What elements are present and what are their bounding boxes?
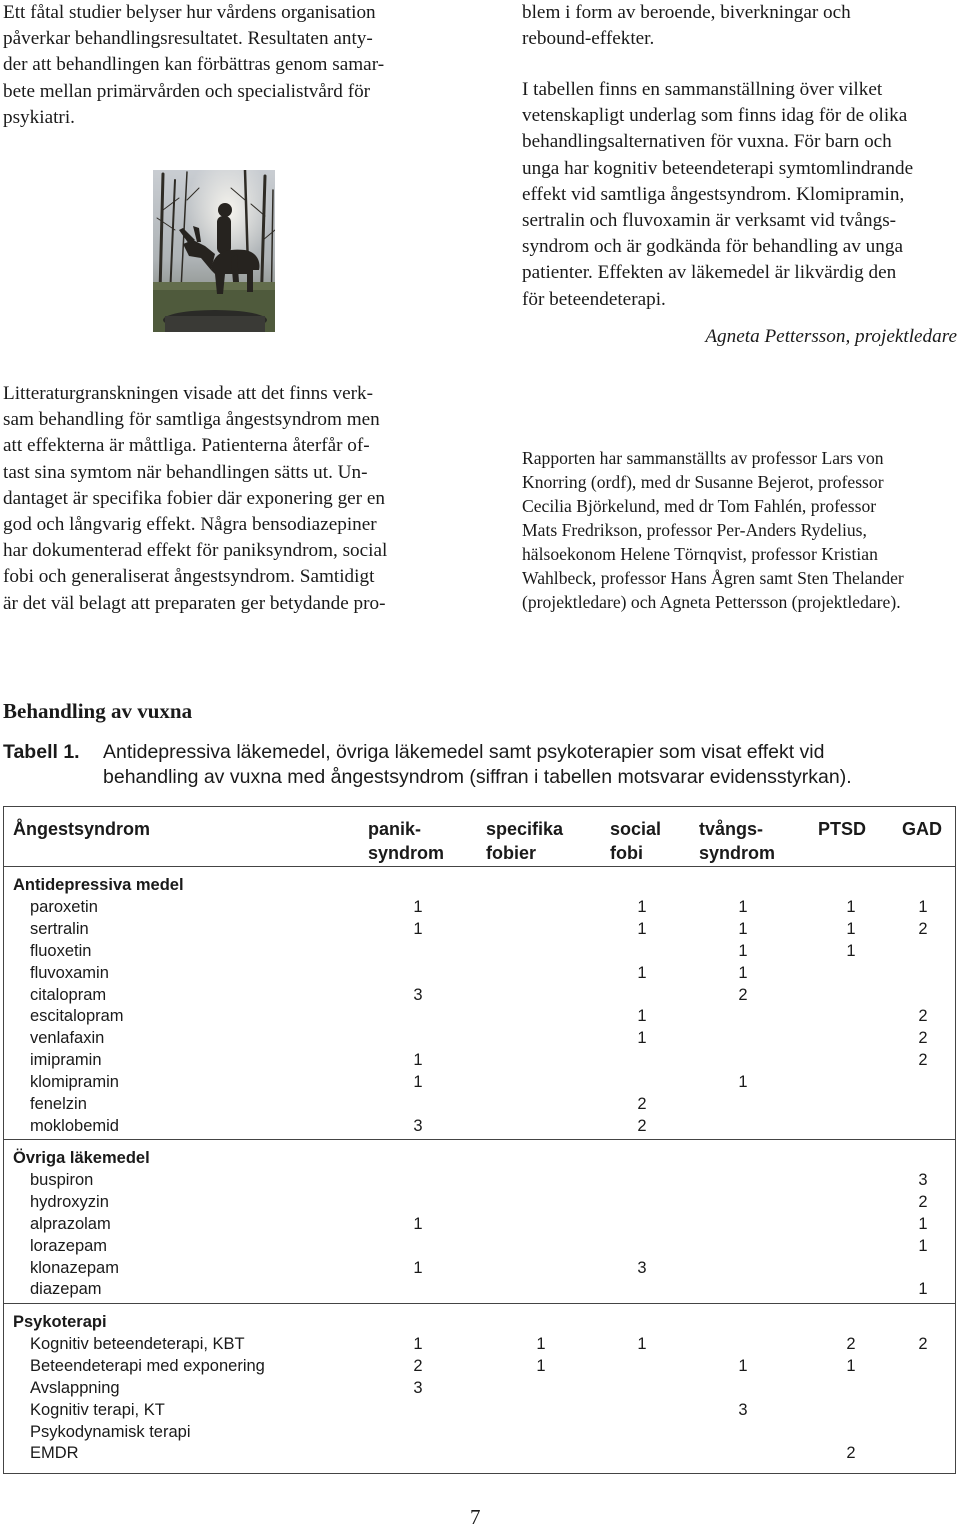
- evidence-cell: 2: [738, 985, 748, 1004]
- intro-paragraph: Ett fåtal studier belyser hur vårdens organisation påverkar behandlingsresultatet. Resultaten anty- der att behandlingen kan förbättras genom samar- bete mellan primärvården och specialistvård för psykiatri.: [3, 2, 385, 128]
- row-label: moklobemid: [30, 1116, 119, 1135]
- group-label: Psykoterapi: [13, 1313, 107, 1331]
- table-row: [4, 940, 955, 962]
- evidence-cell: 2: [846, 1444, 856, 1463]
- row-label: Kognitiv beteendeterapi, KBT: [30, 1334, 245, 1353]
- table-row: [4, 1377, 955, 1399]
- evidence-cell: 1: [413, 1073, 423, 1092]
- table-row: [4, 1421, 955, 1443]
- evidence-cell: 1: [738, 1073, 748, 1092]
- column-header-social-phobia: social fobi: [610, 819, 662, 863]
- evidence-cell: 2: [637, 1116, 647, 1135]
- evidence-cell: 1: [918, 1280, 928, 1299]
- evidence-cell: 1: [413, 1258, 423, 1277]
- row-label: fluoxetin: [30, 941, 92, 960]
- column-header-specific-phobias: specifika fobier: [486, 819, 564, 863]
- evidence-cell: 1: [637, 1029, 647, 1048]
- table-row: [4, 1213, 955, 1235]
- evidence-cell: 1: [637, 897, 647, 916]
- evidence-cell: 2: [918, 1007, 928, 1026]
- row-label: hydroxyzin: [30, 1192, 109, 1211]
- table-row: [4, 896, 955, 918]
- evidence-cell: 1: [413, 1214, 423, 1233]
- row-label: escitalopram: [30, 1007, 124, 1026]
- evidence-cell: 2: [637, 1095, 647, 1113]
- table-row: [4, 962, 955, 984]
- row-label: Psykodynamisk terapi: [30, 1422, 191, 1441]
- table-row: [4, 1093, 955, 1115]
- row-label: citalopram: [30, 985, 107, 1004]
- group-label: Övriga läkemedel: [13, 1149, 150, 1167]
- row-label: fenelzin: [30, 1095, 87, 1113]
- row-label: lorazepam: [30, 1236, 108, 1255]
- row-label: alprazolam: [30, 1214, 111, 1233]
- evidence-cell: 2: [918, 1334, 928, 1353]
- evidence-cell: 3: [738, 1400, 748, 1419]
- table-row: [4, 1169, 955, 1191]
- table-row: [4, 1278, 955, 1300]
- evidence-cell: 1: [738, 963, 748, 982]
- table-summary-paragraph: I tabellen finns en sammanställning över vilket vetenskapligt underlag som finns idag för de olika behandlingsalternativen för vuxna. För barn och unga har kognitiv beteendeterapi symtomlindrande effekt vid samtliga ångestsyndrom. Klomipramin, sertralin och fluvoxamin är verksamt vid tvångs- syndrom och är godkända för behandling av unga patienter. Effekten av läkemedel är likvärdig den för beteendeterapi.: [522, 79, 914, 310]
- evidence-cell: 1: [413, 897, 423, 916]
- table-caption-text: Antidepressiva läkemedel, övriga läkemedel samt psykoterapier som visat effekt vid behandling av vuxna med ångestsyndrom (siffran i tabellen motsvarar evidensstyrkan).: [103, 741, 852, 788]
- evidence-cell: 3: [918, 1170, 928, 1189]
- table-caption-label: Tabell 1.: [3, 741, 80, 763]
- row-label: fluvoxamin: [30, 963, 109, 982]
- evidence-cell: 1: [413, 1051, 423, 1070]
- evidence-cell: 1: [413, 1334, 423, 1353]
- row-label: klonazepam: [30, 1258, 119, 1277]
- evidence-cell: 1: [637, 963, 647, 982]
- section-heading: Behandling av vuxna: [3, 699, 193, 723]
- header-divider: [4, 866, 955, 867]
- evidence-cell: 1: [738, 897, 748, 916]
- row-label: buspiron: [30, 1170, 94, 1189]
- page-number: 7: [470, 1505, 481, 1529]
- sculpture-photo: [153, 170, 275, 332]
- evidence-cell: 2: [413, 1356, 423, 1375]
- evidence-cell: 3: [413, 985, 423, 1004]
- group-divider: [4, 1139, 955, 1140]
- evidence-cell: 1: [637, 1334, 647, 1353]
- evidence-cell: 1: [738, 941, 748, 960]
- group-label: Antidepressiva medel: [13, 876, 184, 894]
- row-label: Kognitiv terapi, KT: [30, 1400, 165, 1419]
- evidence-cell: 1: [637, 919, 647, 938]
- row-label: imipramin: [30, 1051, 102, 1070]
- evidence-cell: 1: [846, 1356, 856, 1375]
- evidence-cell: 1: [738, 919, 748, 938]
- evidence-cell: 3: [413, 1378, 423, 1397]
- table-row: [4, 1071, 955, 1093]
- evidence-cell: 3: [637, 1258, 647, 1277]
- evidence-cell: 2: [918, 1051, 928, 1070]
- review-findings-paragraph: Litteraturgranskningen visade att det finns verk- sam behandling för samtliga ångestsyndrom men att effekterna är måttliga. Patienterna återfår of- tast sina symtom när behandlingen sätts ut. Un- dantaget är specifika fobier där exponering ger en god och långvarig effekt. Några bensodiazepiner har dokumenterad effekt för paniksyndrom, social fobi och generaliserat ångestsyndrom. Samtidigt är det väl belagt att preparaten ger betydande pro-: [3, 383, 388, 614]
- row-label: paroxetin: [30, 897, 98, 916]
- evidence-cell: 2: [918, 1192, 928, 1211]
- continuation-text: blem i form av beroende, biverkningar och rebound-effekter.: [522, 2, 851, 50]
- column-header-ocd: tvångs- syndrom: [699, 819, 776, 863]
- table-row: [4, 984, 955, 1006]
- table-row: [4, 1115, 955, 1137]
- table-row: [4, 1235, 955, 1257]
- evidence-cell: 1: [738, 1356, 748, 1375]
- evidence-cell: 1: [846, 919, 856, 938]
- table-row: [4, 1027, 955, 1049]
- row-label: klomipramin: [30, 1073, 119, 1092]
- row-label: Avslappning: [30, 1378, 120, 1397]
- row-label: Beteendeterapi med exponering: [30, 1356, 265, 1375]
- column-header-condition: Ångestsyndrom: [13, 819, 151, 839]
- evidence-cell: 1: [918, 1214, 928, 1233]
- report-credits: Rapporten har sammanställts av professor Lars von Knorring (ordf), med dr Susanne Bejerot, professor Cecilia Björkelund, med dr Tom Fahlén, professor Mats Fredrikson, professor Per-Anders Rydelius, hälsoekonom Helene Törnqvist, professor Kristian Wahlbeck, professor Hans Ågren samt Sten Thelander (projektledare) och Agneta Pettersson (projektledare).: [522, 448, 904, 612]
- table-row: [4, 1257, 955, 1279]
- evidence-cell: 1: [918, 897, 928, 916]
- evidence-cell: 2: [918, 919, 928, 938]
- row-label: venlafaxin: [30, 1029, 105, 1048]
- evidence-table: [3, 806, 956, 1474]
- table-row: [4, 1355, 955, 1377]
- evidence-cell: 1: [536, 1334, 546, 1353]
- table-row: [4, 1442, 955, 1464]
- group-divider: [4, 1303, 955, 1304]
- table-row: [4, 1049, 955, 1071]
- column-header-panic: panik- syndrom: [368, 819, 445, 863]
- table-row: [4, 918, 955, 940]
- table-row: [4, 1191, 955, 1213]
- evidence-cell: 1: [846, 941, 856, 960]
- signature: Agneta Pettersson, projektledare: [705, 326, 957, 347]
- evidence-cell: 1: [918, 1236, 928, 1255]
- table-row: [4, 1333, 955, 1355]
- evidence-cell: 1: [846, 897, 856, 916]
- evidence-cell: 2: [846, 1334, 856, 1353]
- evidence-cell: 3: [413, 1116, 423, 1135]
- evidence-cell: 1: [413, 919, 423, 938]
- row-label: sertralin: [30, 919, 89, 938]
- evidence-cell: 1: [536, 1356, 546, 1375]
- evidence-cell: 1: [637, 1007, 647, 1026]
- column-header-ptsd: PTSD: [818, 819, 867, 839]
- table-row: [4, 1005, 955, 1027]
- column-header-gad: GAD: [902, 819, 942, 839]
- row-label: diazepam: [30, 1280, 102, 1299]
- row-label: EMDR: [30, 1444, 79, 1463]
- table-row: [4, 1399, 955, 1421]
- evidence-cell: 2: [918, 1029, 928, 1048]
